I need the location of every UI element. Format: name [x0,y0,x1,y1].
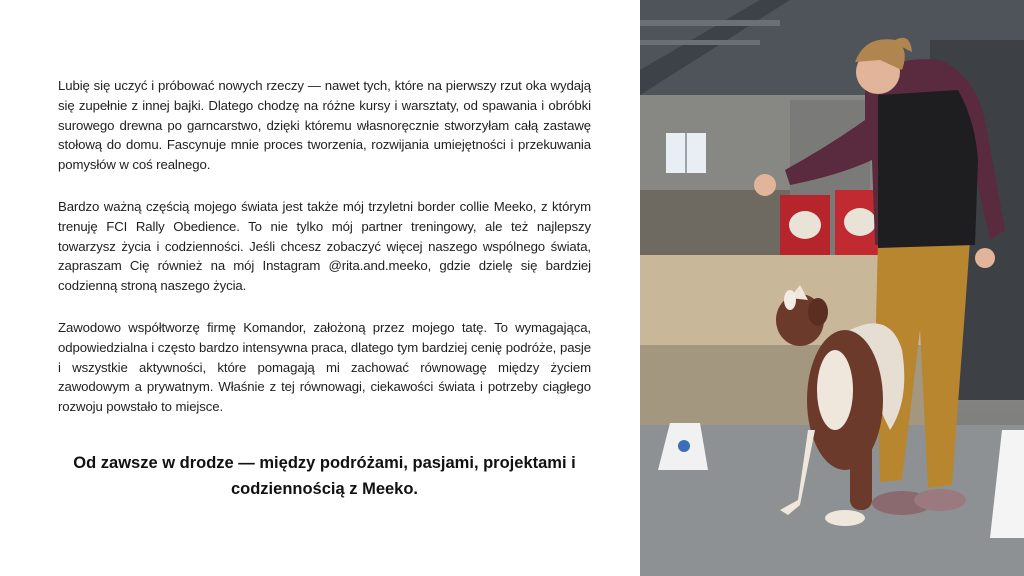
intro-text-column [58,76,591,439]
paragraph-meeko: Bardzo ważną częścią mojego świata jest także mój trzyletni border collie Meeko, z którym trenuję FCI Rally Obedience. To nie tylko mój partner treningowy, ale też najlepszy towarzysz życia i codzienności. Jeśli chcesz zobaczyć więcej naszego wspólnego świata, zapraszam Cię również na mój Instagram @rita.and.meeko, gdzie dzielę się bardziej codzienną stroną naszego życia. [58,198,591,294]
photo-illustration [640,0,1024,576]
paragraph-hobbies: Lubię się uczyć i próbować nowych rzeczy — nawet tych, które na pierwszy rzut oka wydają się zupełnie z innej bajki. Dlatego chodzę na różne kursy i warsztaty, od spawania i obróbki surowego drewna po garncarstwo, dzięki któremu własnoręcznie stworzyłam całą zastawę stołową do domu. Fascynuje mnie proces tworzenia, rozwijania umiejętności i przekuwania pomysłów w coś realnego. [58,78,591,173]
bleachers [640,190,790,260]
paragraph-work: Zawodowo współtworzę firmę Komandor, założoną przez mojego tatę. To wymagająca, odpowiedzialna i często bardzo intensywna praca, dlatego tym bardziej cenię podróże, pasje i wszystkie aktywności, które pomagają mi zachować równowagę między życiem zawodowym a prywatnym. Właśnie z tej równowagi, ciekawości świata i potrzeby ciągłego rozwoju powstało to miejsce. [58,319,591,415]
photo-woman-training-border-collie [640,0,1024,576]
ceiling-rail-2 [640,40,760,45]
rally-sign-left-mark [678,440,690,452]
banner-logo-right [844,208,876,236]
ceiling-rail [640,20,780,26]
tagline: Od zawsze w drodze — między podróżami, pasjami, projektami i codziennością z Meeko. [73,454,576,498]
banner-logo-left [789,211,821,239]
